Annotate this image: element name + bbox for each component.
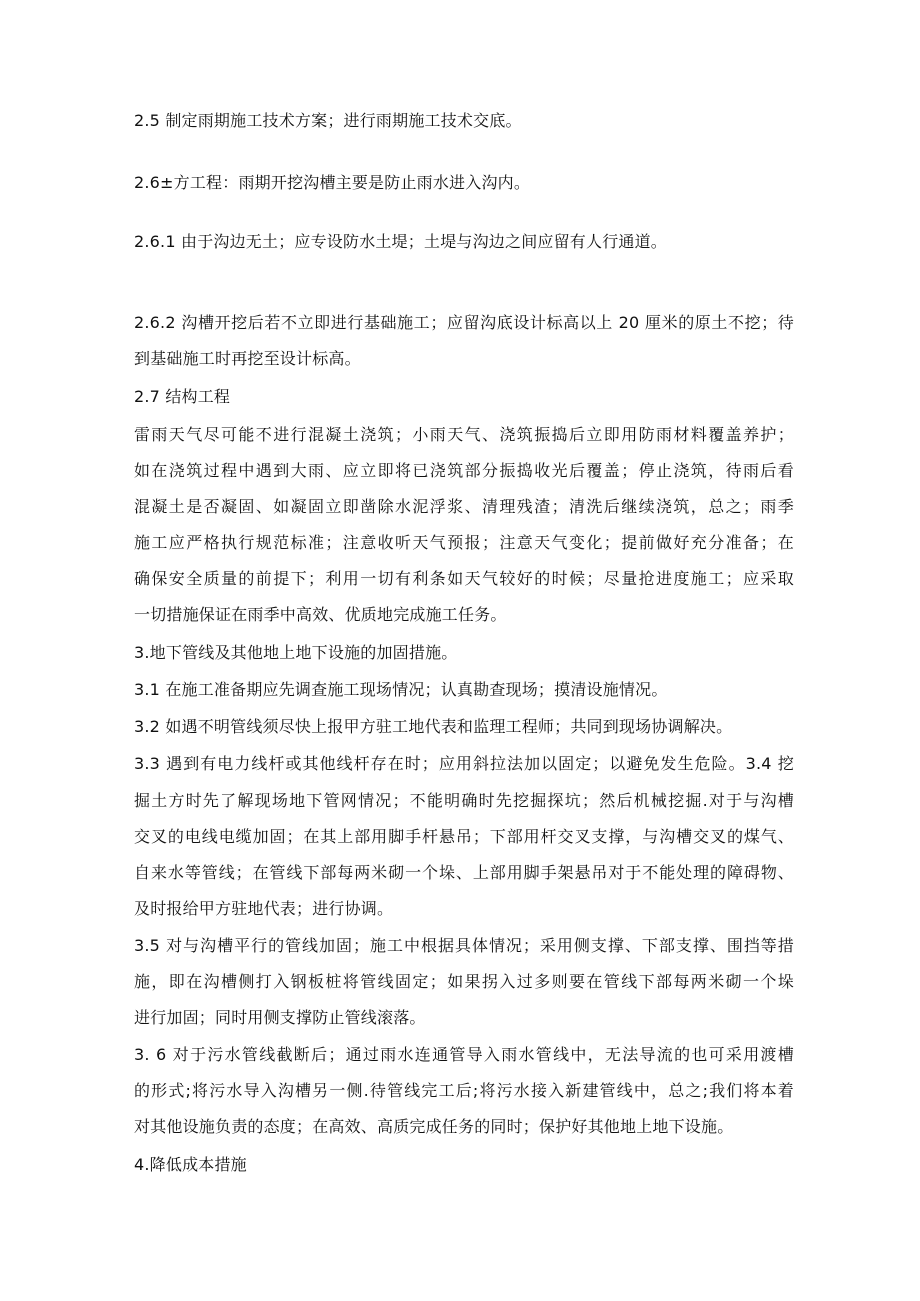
text-line: 2.6.1 由于沟边无土；应专设防水土堤；土堤与沟边之间应留有人行通道。: [134, 232, 667, 251]
text-line: 2.5 制定雨期施工技术方案；进行雨期施工技术交底。: [134, 111, 522, 130]
section-heading: 2.7 结构工程: [134, 387, 231, 406]
text-line: 到基础施工时再挖至设计标高。: [134, 349, 361, 368]
text-line: 施，即在沟槽侧打入钢板桩将管线固定；如果拐入过多则要在管线下部每两米砌一个垛: [134, 972, 794, 991]
text-line: 施工应严格执行规范标准；注意收听天气预报；注意天气变化；提前做好充分准备；在: [134, 533, 794, 552]
text-line: 3.3 遇到有电力线杆或其他线杆存在时；应用斜拉法加以固定；以避免发生危险。3.4 挖: [134, 754, 794, 773]
section-heading: 4.降低成本措施: [134, 1155, 247, 1174]
section-heading: 3.地下管线及其他地上地下设施的加固措施。: [134, 643, 458, 662]
text-line: 进行加固；同时用侧支撑防止管线滚落。: [134, 1008, 426, 1027]
text-line: 掘土方时先了解现场地下管网情况；不能明确时先挖掘探坑；然后机械挖掘.对于与沟槽: [134, 791, 794, 810]
text-line: 对其他设施负责的态度；在高效、高质完成任务的同时；保护好其他地上地下设施。: [134, 1117, 734, 1136]
text-line: 的形式;将污水导入沟槽另一侧.待管线完工后;将污水接入新建管线中，总之;我们将本着: [134, 1081, 794, 1100]
text-line: 2.6±方工程：雨期开挖沟槽主要是防止雨水进入沟内。: [134, 173, 531, 192]
text-line: 3. 6 对于污水管线截断后；通过雨水连通管导入雨水管线中，无法导流的也可采用渡槽: [134, 1045, 794, 1064]
text-line: 3.2 如遇不明管线须尽快上报甲方驻工地代表和监理工程师；共同到现场协调解决。: [134, 717, 733, 736]
text-line: 雷雨天气尽可能不进行混凝土浇筑；小雨天气、浇筑振捣后立即用防雨材料覆盖养护；: [134, 425, 794, 444]
text-line: 3.5 对与沟槽平行的管线加固；施工中根据具体情况；采用侧支撑、下部支撑、围挡等措: [134, 936, 794, 955]
text-line: 确保安全质量的前提下；利用一切有利条如天气较好的时候；尽量抢进度施工；应采取: [134, 569, 794, 588]
text-line: 及时报给甲方驻地代表；进行协调。: [134, 899, 394, 918]
text-line: 如在浇筑过程中遇到大雨、应立即将已浇筑部分振捣收光后覆盖；停止浇筑，待雨后看: [134, 461, 794, 480]
text-line: 3.1 在施工准备期应先调查施工现场情况；认真勘查现场；摸清设施情况。: [134, 680, 668, 699]
text-line: 自来水等管线；在管线下部每两米砌一个垛、上部用脚手架悬吊对于不能处理的障碍物、: [134, 863, 794, 882]
text-line: 一切措施保证在雨季中高效、优质地完成施工任务。: [134, 605, 507, 624]
text-line: 混凝土是否凝固、如凝固立即凿除水泥浮浆、清理残渣；清洗后继续浇筑，总之；雨季: [134, 497, 794, 516]
text-line: 交叉的电线电缆加固；在其上部用脚手杆悬吊；下部用杆交叉支撑，与沟槽交叉的煤气、: [134, 827, 794, 846]
text-line: 2.6.2 沟槽开挖后若不立即进行基础施工；应留沟底设计标高以上 20 厘米的原土不挖；待: [134, 313, 794, 332]
